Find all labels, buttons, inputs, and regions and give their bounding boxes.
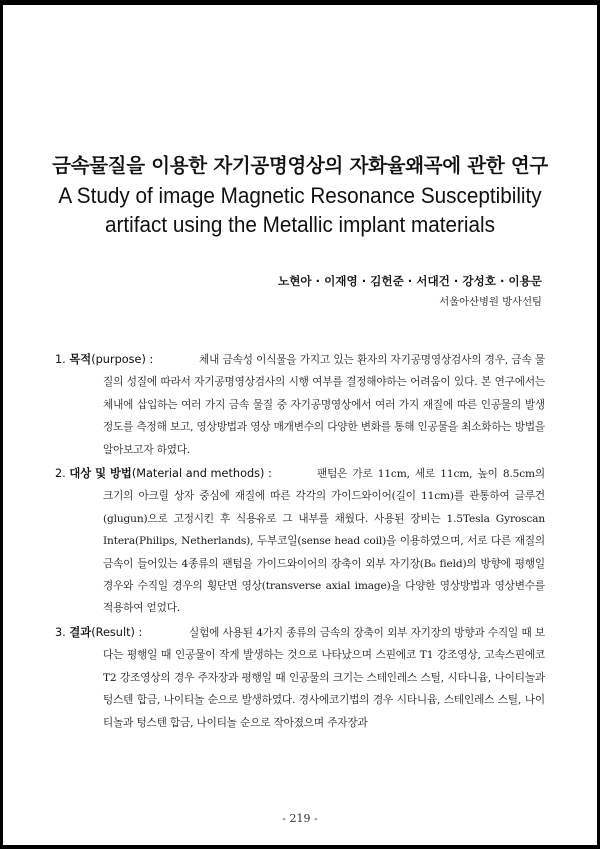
section-heading: 3. 결과(Result) : <box>55 625 143 639</box>
section-label-en: (Material and methods) <box>131 467 265 481</box>
section-label-ko: 결과 <box>69 625 92 639</box>
section-heading: 2. 대상 및 방법(Material and methods) : <box>55 467 272 481</box>
section-number: 1. <box>55 353 66 366</box>
section-label-ko: 대상 및 방법 <box>69 467 132 481</box>
section-purpose <box>55 349 545 461</box>
title-english <box>24 181 576 239</box>
section-heading: 1. 목적(purpose) : <box>55 353 154 366</box>
title-english-line1: A Study of image Magnetic Resonance Susceptibility <box>58 183 542 208</box>
section-number: 2. <box>55 467 66 481</box>
author-list: 노현아 · 이재영 · 김헌준 · 서대건 · 강성호 · 이용문 <box>278 274 542 288</box>
section-text: 팬텀은 가로 11cm, 세로 11cm, 높이 8.5cm의 크기의 아크릴 상자 중심에 재질에 따른 각각의 가이드와이어(길이 11cm)를 관통하여 글루건(glugun)으로 고정시킨 후 식용유로 그 내부를 채웠다. 사용된 장비는 1.5Tesla Gyroscan Intera(Philips, Netherlands), 두부코일(sense head coil)을 이용하였으며, 서로 다른 재질의 금속이 들어있는 4종류의 팬텀을 가이드와이어의 장축이 외부 자기장(B₀ field)의 방향에 평행일 경우와 수직일 경우의 횡단면 영상(transverse axial image)을 다양한 영상방법과 영상변수를 적용하여 얻었다. <box>103 468 545 615</box>
section-label-en: (Result) <box>91 625 135 639</box>
title-english-line2: artifact using the Metallic implant materials <box>104 212 495 237</box>
page-border-left <box>0 0 3 849</box>
section-number: 3. <box>55 625 66 639</box>
section-result <box>55 622 545 734</box>
title-korean: 금속물질을 이용한 자기공명영상의 자화율왜곡에 관한 연구 <box>52 154 548 177</box>
page-border-top <box>0 0 600 5</box>
page-number: - 219 - <box>282 812 318 825</box>
section-label-en: (purpose) <box>91 353 146 366</box>
abstract-body <box>55 349 545 736</box>
section-methods <box>55 463 545 620</box>
page-border-bottom <box>0 845 600 849</box>
affiliation: 서울아산병원 방사선팀 <box>439 296 542 308</box>
section-text: 실험에 사용된 4가지 종류의 금속의 장축이 외부 자기장의 방향과 수직일 때 보다는 평행일 때 인공물이 작게 발생하는 것으로 나타났으며 스핀에코 T1 강조영상, 고속스핀에코 T2 강조영상의 경우 주자장과 평행일 때 인공물의 크기는 스테인레스 스틸, 시타니윰, 나이티놀과 텅스텐 합금, 나이티놀 순으로 발생하였다. 경사에코기법의 경우 시타니윰, 스테인레스 스틸, 나이티놀과 텅스텐 합금, 나이티놀 순으로 작아졌으며 주자장과 <box>103 626 545 729</box>
section-text: 체내 금속성 이식물을 가지고 있는 환자의 자기공명영상검사의 경우, 금속 물질의 성질에 따라서 자기공명영상검사의 시행 여부를 결정해야하는 어려움이 있다. 본 연구에서는 체내에 삽입하는 여러 가지 금속 물질 중 자기공명영상에서 여러 가지 재질에 따른 인공물의 발생 정도를 측정해 보고, 영상방법과 영상 매개변수의 다양한 변화를 통해 인공물을 최소화하는 방법을 알아보고자 하였다. <box>103 354 545 456</box>
section-label-ko: 목적 <box>69 353 92 366</box>
